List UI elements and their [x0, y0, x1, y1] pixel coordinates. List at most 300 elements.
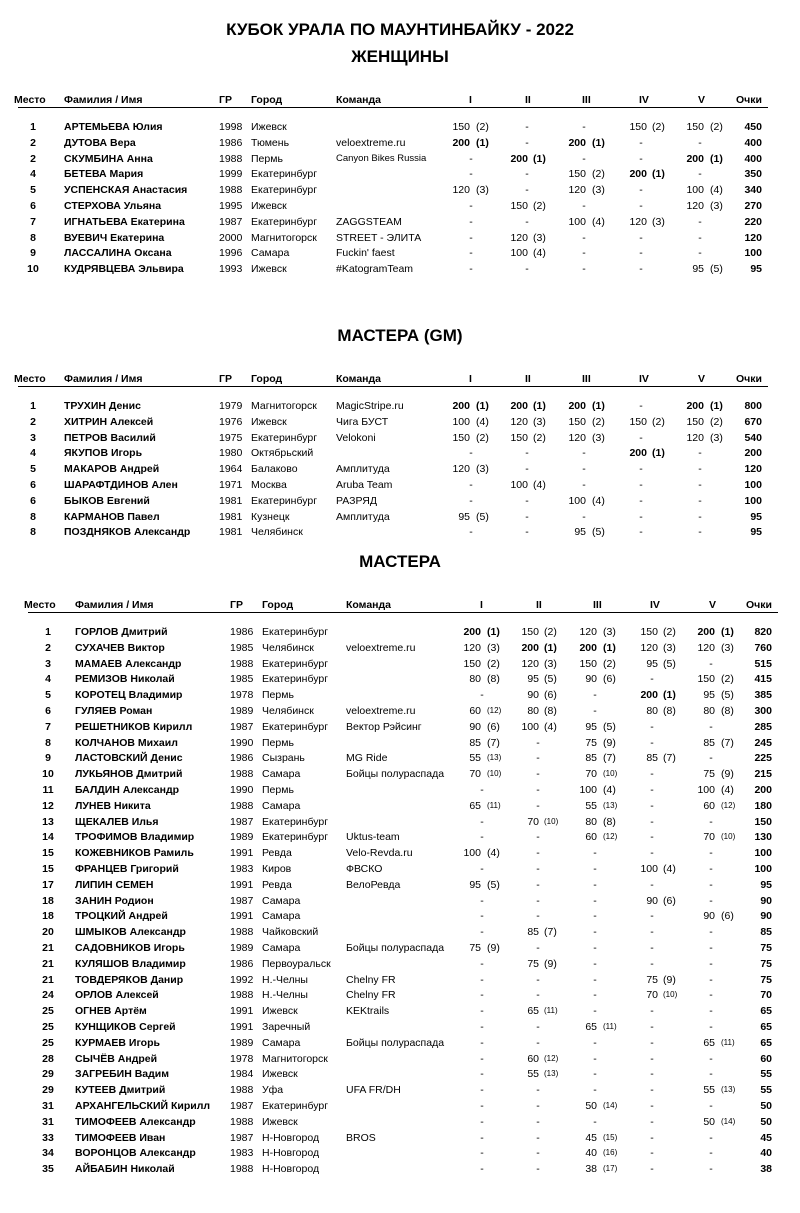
place-cell: 12 — [42, 799, 54, 812]
rider-name: СТЕРХОВА Ульяна — [64, 200, 162, 212]
total-points: 90 — [760, 894, 772, 907]
team-cell: BROS — [346, 1131, 376, 1144]
table-row — [0, 119, 800, 135]
table-row — [0, 430, 800, 446]
stage-4-rank: (2) — [663, 626, 676, 638]
header-team: Команда — [336, 94, 381, 106]
stage-5-rank: (3) — [721, 641, 734, 654]
birth-year: 1988 — [219, 152, 243, 165]
rider-name: РЕШЕТНИКОВ Кирилл — [75, 720, 193, 733]
stage-5-points: 150 — [697, 673, 715, 686]
stage-5-points: 95 — [692, 263, 704, 276]
stage-1-points: - — [480, 1005, 484, 1018]
total-points: 220 — [744, 215, 762, 228]
birth-year: 1986 — [230, 752, 254, 765]
stage-4-points: 200 — [629, 447, 647, 460]
total-points: 95 — [760, 878, 772, 891]
team-cell: ВелоРевда — [346, 878, 401, 891]
team-cell: UFA FR/DH — [346, 1084, 401, 1097]
city-cell: Самара — [262, 910, 301, 923]
stage-3-points: - — [582, 263, 586, 276]
table-row — [0, 1130, 800, 1146]
stage-1-rank: (2) — [476, 121, 489, 133]
rider-name: КУНЩИКОВ Сергей — [75, 1021, 176, 1033]
stage-4-points: - — [650, 784, 654, 796]
rider-name: ТРУХИН Денис — [64, 400, 141, 412]
stage-4-points: 120 — [629, 215, 647, 228]
stage-2-points: - — [536, 784, 540, 796]
stage-2-points: - — [536, 1147, 540, 1160]
stage-1-points: - — [480, 894, 484, 907]
stage-3-points: - — [593, 910, 597, 923]
city-cell: Екатеринбург — [251, 494, 318, 507]
place-cell: 6 — [30, 494, 36, 507]
stage-3-points: 150 — [579, 657, 597, 670]
total-points: 180 — [754, 799, 772, 812]
header-name: Фамилия / Имя — [64, 373, 143, 385]
place-cell: 17 — [42, 878, 54, 891]
stage-4-points: - — [650, 926, 654, 939]
stage-4-points: - — [639, 200, 643, 212]
rider-name: ЩЕКАЛЕВ Илья — [75, 815, 159, 828]
total-points: 60 — [760, 1052, 772, 1065]
stage-1-points: 150 — [452, 121, 470, 133]
main-title: КУБОК УРАЛА ПО МАУНТИНБАЙКУ - 2022 — [226, 20, 574, 39]
city-cell: Н-Новгород — [262, 1131, 320, 1144]
stage-5-points: 75 — [703, 768, 715, 781]
city-cell: Магнитогорск — [262, 1052, 328, 1065]
stage-2-rank: (2) — [533, 431, 546, 444]
table-row — [0, 182, 800, 198]
rider-name: БАЛДИН Александр — [75, 784, 180, 796]
stage-3-points: 70 — [585, 768, 597, 781]
city-cell: Тюмень — [251, 136, 290, 149]
stage-1-points: - — [480, 1068, 484, 1081]
section-title-masters: МАСТЕРА — [359, 552, 441, 571]
birth-year: 1979 — [219, 400, 243, 412]
stage-3-rank: (5) — [592, 526, 605, 539]
stage-3-points: - — [593, 1084, 597, 1097]
birth-year: 2000 — [219, 231, 243, 244]
stage-4-points: - — [639, 247, 643, 260]
stage-2-rank: (13) — [544, 1069, 559, 1079]
stage-5-points: - — [709, 1005, 713, 1018]
place-cell: 2 — [45, 641, 51, 654]
team-cell: Chelny FR — [346, 973, 396, 986]
table-row — [0, 1161, 800, 1177]
stage-1-points: - — [469, 200, 473, 212]
stage-2-points: - — [525, 215, 529, 228]
stage-4-points: - — [639, 479, 643, 491]
city-cell: Челябинск — [262, 705, 314, 717]
table-row — [0, 671, 800, 687]
header-stage-3: III — [582, 373, 591, 385]
stage-2-rank: (2) — [544, 626, 557, 638]
stage-4-points: - — [639, 526, 643, 539]
place-cell: 1 — [30, 400, 36, 412]
rider-name: АРХАНГЕЛЬСКИЙ Кирилл — [75, 1100, 211, 1112]
rider-name: ШАРАФТДИНОВ Ален — [64, 479, 178, 491]
rider-name: КУТЕЕВ Дмитрий — [75, 1084, 166, 1097]
birth-year: 1983 — [230, 1147, 254, 1160]
stage-4-points: - — [650, 1115, 654, 1128]
header-stage-3: III — [593, 599, 602, 611]
city-cell: Ревда — [262, 878, 292, 891]
stage-1-points: - — [469, 168, 473, 181]
stage-4-points: - — [639, 136, 643, 149]
stage-2-rank: (3) — [533, 231, 546, 244]
city-cell: Ревда — [262, 847, 292, 860]
total-points: 70 — [760, 989, 772, 1002]
stage-5-rank: (3) — [710, 431, 723, 444]
stage-2-rank: (6) — [544, 689, 557, 702]
birth-year: 1991 — [230, 910, 254, 923]
stage-2-rank: (3) — [533, 415, 546, 428]
team-cell: Бойцы полураспада — [346, 1036, 445, 1049]
birth-year: 1981 — [219, 510, 243, 523]
team-cell: ZAGGSTEAM — [336, 215, 402, 228]
table-row — [0, 166, 800, 182]
birth-year: 1991 — [230, 1005, 254, 1018]
stage-5-points: - — [709, 657, 713, 670]
table-row — [0, 477, 800, 493]
stage-3-points: - — [593, 894, 597, 907]
stage-1-points: 120 — [463, 641, 481, 654]
stage-3-points: 95 — [574, 526, 586, 539]
city-cell: Первоуральск — [262, 957, 331, 970]
birth-year: 1998 — [219, 121, 243, 133]
place-cell: 5 — [30, 463, 36, 476]
total-points: 245 — [754, 736, 772, 749]
stage-5-rank: (3) — [710, 200, 723, 212]
table-row — [0, 461, 800, 477]
place-cell: 33 — [42, 1131, 54, 1144]
stage-2-points: 90 — [527, 689, 539, 702]
stage-1-points: - — [480, 1147, 484, 1160]
birth-year: 1986 — [230, 957, 254, 970]
stage-5-points: 90 — [703, 910, 715, 923]
header-points: Очки — [736, 94, 762, 106]
team-cell: MG Ride — [346, 752, 388, 765]
stage-5-points: 200 — [686, 400, 704, 412]
stage-3-rank: (4) — [603, 784, 616, 796]
table-row — [0, 829, 800, 845]
stage-1-points: - — [480, 1084, 484, 1097]
stage-3-rank: (9) — [603, 736, 616, 749]
stage-1-points: - — [480, 1131, 484, 1144]
stage-2-rank: (4) — [533, 479, 546, 491]
stage-1-points: - — [469, 263, 473, 276]
stage-1-points: - — [480, 973, 484, 986]
city-cell: Октябрьский — [251, 447, 314, 460]
stage-3-points: 120 — [568, 184, 586, 197]
stage-4-points: - — [650, 1084, 654, 1097]
rider-name: ПОЗДНЯКОВ Александр — [64, 526, 191, 539]
birth-year: 1978 — [230, 689, 254, 702]
stage-4-rank: (8) — [663, 705, 676, 717]
rider-name: МАМАЕВ Александр — [75, 657, 182, 670]
stage-2-points: - — [536, 799, 540, 812]
city-cell: Пермь — [262, 689, 294, 702]
table-row — [0, 1114, 800, 1130]
stage-3-points: 100 — [579, 784, 597, 796]
stage-2-points: 100 — [521, 720, 539, 733]
birth-year: 1996 — [219, 247, 243, 260]
city-cell: Екатеринбург — [262, 815, 329, 828]
stage-3-points: 45 — [585, 1131, 597, 1144]
rider-name: ТОВДЕРЯКОВ Данир — [75, 973, 184, 986]
total-points: 100 — [744, 494, 762, 507]
table-row — [0, 893, 800, 909]
header-year: ГР — [230, 599, 243, 611]
birth-year: 1975 — [219, 431, 243, 444]
stage-3-points: - — [593, 689, 597, 702]
stage-2-rank: (1) — [544, 641, 557, 654]
city-cell: Чайковский — [262, 926, 319, 939]
stage-3-points: - — [593, 926, 597, 939]
stage-4-points: - — [650, 720, 654, 733]
stage-5-points: - — [709, 1068, 713, 1081]
birth-year: 1991 — [230, 878, 254, 891]
rider-name: ЗАНИН Родион — [75, 894, 154, 907]
table-row — [0, 198, 800, 214]
place-cell: 6 — [45, 705, 51, 717]
stage-3-points: 80 — [585, 815, 597, 828]
city-cell: Магнитогорск — [251, 400, 317, 412]
birth-year: 1990 — [230, 736, 254, 749]
rider-name: ФРАНЦЕВ Григорий — [75, 863, 179, 875]
stage-1-points: - — [480, 815, 484, 828]
header-city: Город — [251, 94, 283, 106]
place-cell: 9 — [45, 752, 51, 765]
stage-1-rank: (3) — [476, 184, 489, 197]
stage-1-points: - — [469, 447, 473, 460]
stage-3-rank: (7) — [603, 752, 616, 765]
birth-year: 1987 — [230, 1131, 254, 1144]
stage-5-rank: (2) — [710, 121, 723, 133]
stage-4-rank: (1) — [652, 447, 665, 460]
place-cell: 28 — [42, 1052, 54, 1065]
total-points: 95 — [750, 510, 762, 523]
city-cell: Ижевск — [251, 263, 287, 276]
stage-3-rank: (1) — [592, 136, 605, 149]
table-row — [0, 135, 800, 151]
stage-3-points: - — [593, 847, 597, 860]
place-cell: 2 — [30, 415, 36, 428]
stage-5-points: - — [709, 1100, 713, 1112]
stage-2-points: 120 — [510, 231, 528, 244]
stage-3-rank: (2) — [592, 415, 605, 428]
table-row — [0, 987, 800, 1003]
place-cell: 18 — [42, 910, 54, 923]
place-cell: 7 — [45, 720, 51, 733]
stage-3-points: - — [593, 1005, 597, 1018]
stage-5-rank: (4) — [710, 184, 723, 197]
birth-year: 1987 — [230, 720, 254, 733]
city-cell: Магнитогорск — [251, 231, 317, 244]
place-cell: 31 — [42, 1100, 54, 1112]
place-cell: 24 — [42, 989, 54, 1002]
stage-3-rank: (3) — [592, 431, 605, 444]
stage-5-points: 120 — [697, 641, 715, 654]
stage-1-rank: (5) — [487, 878, 500, 891]
birth-year: 1988 — [230, 799, 254, 812]
total-points: 120 — [744, 231, 762, 244]
total-points: 75 — [760, 973, 772, 986]
stage-5-points: 150 — [686, 121, 704, 133]
birth-year: 1988 — [230, 1084, 254, 1097]
stage-5-points: 200 — [686, 152, 704, 165]
stage-5-rank: (5) — [721, 689, 734, 702]
rider-name: ВОРОНЦОВ Александр — [75, 1147, 196, 1160]
header-points: Очки — [736, 373, 762, 385]
place-cell: 25 — [42, 1021, 54, 1033]
table-row — [0, 877, 800, 893]
table-header — [0, 92, 800, 108]
stage-4-points: - — [639, 431, 643, 444]
stage-2-points: 75 — [527, 957, 539, 970]
stage-3-points: - — [593, 957, 597, 970]
rider-name: ЯКУПОВ Игорь — [64, 447, 143, 460]
stage-5-points: - — [709, 926, 713, 939]
place-cell: 11 — [42, 784, 54, 796]
stage-3-points: 95 — [585, 720, 597, 733]
stage-3-points: - — [582, 200, 586, 212]
stage-1-rank: (2) — [476, 431, 489, 444]
stage-5-rank: (13) — [721, 1085, 736, 1095]
stage-1-points: - — [480, 784, 484, 796]
total-points: 760 — [754, 641, 772, 654]
table-row — [0, 1098, 800, 1114]
stage-2-rank: (12) — [544, 1053, 559, 1063]
rider-name: КАРМАНОВ Павел — [64, 510, 160, 523]
city-cell: Екатеринбург — [251, 168, 318, 181]
stage-2-points: - — [536, 1084, 540, 1097]
table-row — [0, 861, 800, 877]
stage-3-points: - — [593, 1115, 597, 1128]
stage-2-points: - — [525, 263, 529, 276]
total-points: 40 — [760, 1147, 772, 1160]
stage-4-points: 200 — [629, 168, 647, 181]
total-points: 820 — [754, 626, 772, 638]
stage-3-points: 55 — [585, 799, 597, 812]
header-place: Место — [14, 373, 46, 385]
stage-4-points: - — [650, 1021, 654, 1033]
header-stage-4: IV — [639, 94, 649, 106]
birth-year: 1976 — [219, 415, 243, 428]
stage-3-points: 150 — [568, 415, 586, 428]
total-points: 350 — [744, 168, 762, 181]
city-cell: Ижевск — [251, 200, 287, 212]
table-row — [0, 493, 800, 509]
stage-2-points: 100 — [510, 479, 528, 491]
stage-5-points: 150 — [686, 415, 704, 428]
stage-2-rank: (4) — [544, 720, 557, 733]
city-cell: Самара — [262, 799, 301, 812]
stage-5-points: - — [709, 720, 713, 733]
stage-1-points: - — [480, 1115, 484, 1128]
city-cell: Екатеринбург — [262, 1100, 329, 1112]
rider-name: КУРМАЕВ Игорь — [75, 1036, 160, 1049]
stage-1-points: 55 — [469, 752, 481, 765]
stage-1-points: 200 — [463, 626, 481, 638]
stage-4-points: - — [650, 1068, 654, 1081]
team-cell: Fuckin' faest — [336, 247, 395, 260]
place-cell: 4 — [45, 673, 51, 686]
total-points: 95 — [750, 526, 762, 539]
stage-5-points: - — [698, 494, 702, 507]
stage-5-points: 80 — [703, 705, 715, 717]
place-cell: 4 — [30, 447, 36, 460]
stage-2-rank: (1) — [533, 152, 546, 165]
stage-3-rank: (4) — [592, 494, 605, 507]
stage-2-points: 60 — [527, 1052, 539, 1065]
stage-5-rank: (11) — [721, 1037, 735, 1047]
place-cell: 8 — [30, 510, 36, 523]
rider-name: СКУМБИНА Анна — [64, 152, 153, 165]
birth-year: 1992 — [230, 973, 254, 986]
table-row — [0, 1051, 800, 1067]
place-cell: 18 — [42, 894, 54, 907]
stage-2-points: - — [525, 168, 529, 181]
stage-4-points: 150 — [629, 415, 647, 428]
stage-5-rank: (9) — [721, 768, 734, 781]
stage-2-points: 100 — [510, 247, 528, 260]
stage-3-points: - — [582, 463, 586, 476]
table-row — [0, 1145, 800, 1161]
stage-1-rank: (7) — [487, 736, 500, 749]
stage-3-rank: (13) — [603, 800, 618, 810]
stage-3-points: 100 — [568, 494, 586, 507]
stage-2-points: 85 — [527, 926, 539, 939]
stage-2-points: - — [536, 752, 540, 765]
stage-4-points: - — [650, 910, 654, 923]
rider-name: ГУЛЯЕВ Роман — [75, 705, 153, 717]
stage-5-rank: (5) — [710, 263, 723, 276]
header-team: Команда — [336, 373, 381, 385]
stage-1-rank: (1) — [476, 400, 489, 412]
stage-1-rank: (5) — [476, 510, 489, 523]
rider-name: ЛАССАЛИНА Оксана — [64, 247, 172, 260]
header-stage-4: IV — [650, 599, 660, 611]
stage-2-points: 150 — [510, 431, 528, 444]
birth-year: 1988 — [230, 1115, 254, 1128]
stage-1-points: 100 — [452, 415, 470, 428]
stage-1-points: - — [480, 1021, 484, 1033]
table-row — [0, 956, 800, 972]
city-cell: Екатеринбург — [251, 184, 318, 197]
header-year: ГР — [219, 373, 232, 385]
stage-5-points: - — [709, 1021, 713, 1033]
table-row — [0, 687, 800, 703]
stage-5-points: 70 — [703, 831, 715, 844]
stage-4-points: - — [639, 510, 643, 523]
stage-5-rank: (12) — [721, 800, 736, 810]
table-row — [0, 782, 800, 798]
stage-2-rank: (11) — [544, 1006, 558, 1016]
stage-1-points: 95 — [458, 510, 470, 523]
table-row — [0, 719, 800, 735]
stage-5-points: 65 — [703, 1036, 715, 1049]
total-points: 65 — [760, 1036, 772, 1049]
stage-3-points: 120 — [579, 626, 597, 638]
stage-4-points: 150 — [629, 121, 647, 133]
total-points: 85 — [760, 926, 772, 939]
team-cell: Canyon Bikes Russia — [336, 152, 427, 164]
stage-1-points: - — [469, 494, 473, 507]
header-name: Фамилия / Имя — [75, 599, 154, 611]
section-title-gm: МАСТЕРА (GM) — [337, 326, 463, 345]
